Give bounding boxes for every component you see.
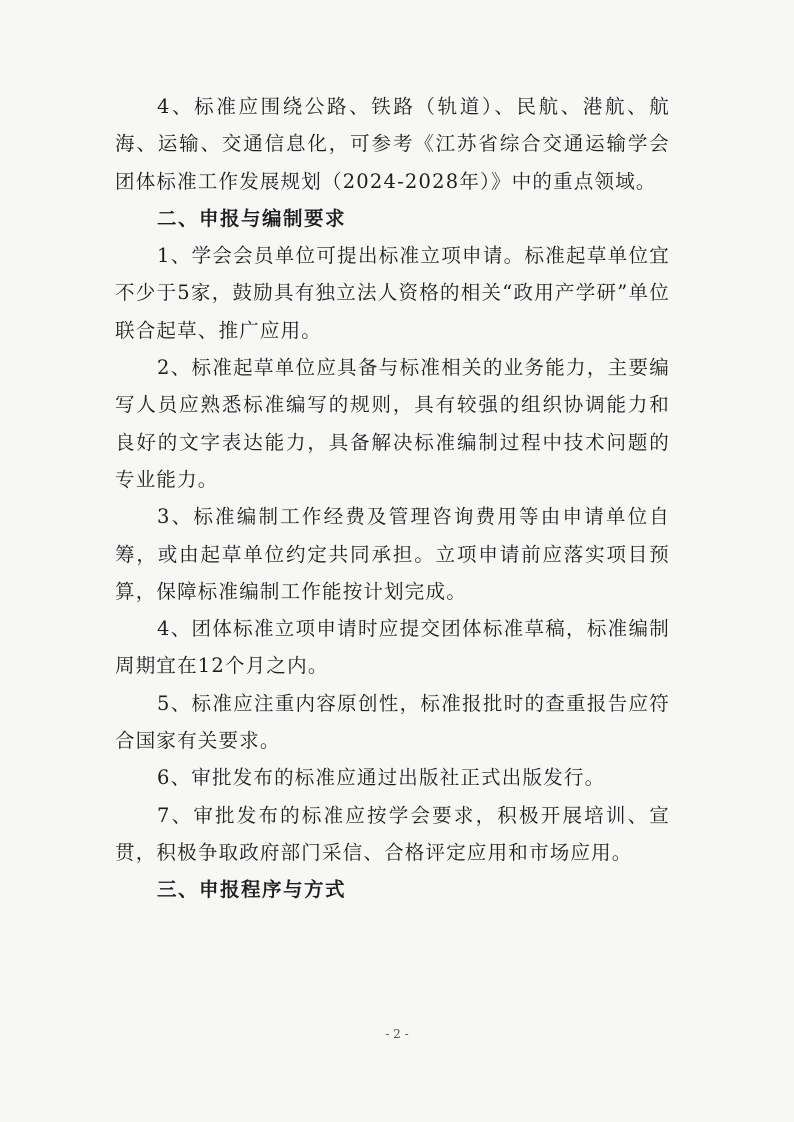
paragraph-requirement-2: 2、标准起草单位应具备与标准相关的业务能力，主要编写人员应熟悉标准编写的规则，具有较强的组织协调能力和良好的文字表达能力，具备解决标准编制过程中技术问题的专业能力。: [115, 356, 670, 491]
section-heading-application-procedure: 三、申报程序与方式: [157, 878, 347, 902]
paragraph-requirement-5: 5、标准应注重内容原创性，标准报批时的查重报告应符合国家有关要求。: [115, 691, 670, 753]
document-body: [115, 88, 670, 909]
paragraph-requirement-6: 6、审批发布的标准应通过出版社正式出版发行。: [157, 766, 606, 790]
paragraph-requirement-1: 1、学会会员单位可提出标准立项申请。标准起草单位宜不少于5家，鼓励具有独立法人资格的相关“政用产学研”单位联合起草、推广应用。: [115, 244, 670, 342]
paragraph-requirement-4: 4、团体标准立项申请时应提交团体标准草稿，标准编制周期宜在12个月之内。: [115, 617, 670, 678]
paragraph-requirement-3: 3、标准编制工作经费及管理咨询费用等由申请单位自筹，或由起草单位约定共同承担。立项申请前应落实项目预算，保障标准编制工作能按计划完成。: [115, 505, 670, 603]
paragraph-requirement-7: 7、审批发布的标准应按学会要求，积极开展培训、宣贯，积极争取政府部门采信、合格评定应用和市场应用。: [115, 803, 670, 864]
section-heading-application-requirements: 二、申报与编制要求: [157, 206, 347, 230]
page-number: - 2 -: [385, 1027, 409, 1041]
paragraph-item-4-focus-areas: 4、标准应围绕公路、铁路（轨道）、民航、港航、航海、运输、交通信息化，可参考《江苏省综合交通运输学会团体标准工作发展规划（2024-2028年）》中的重点领域。: [115, 95, 670, 193]
